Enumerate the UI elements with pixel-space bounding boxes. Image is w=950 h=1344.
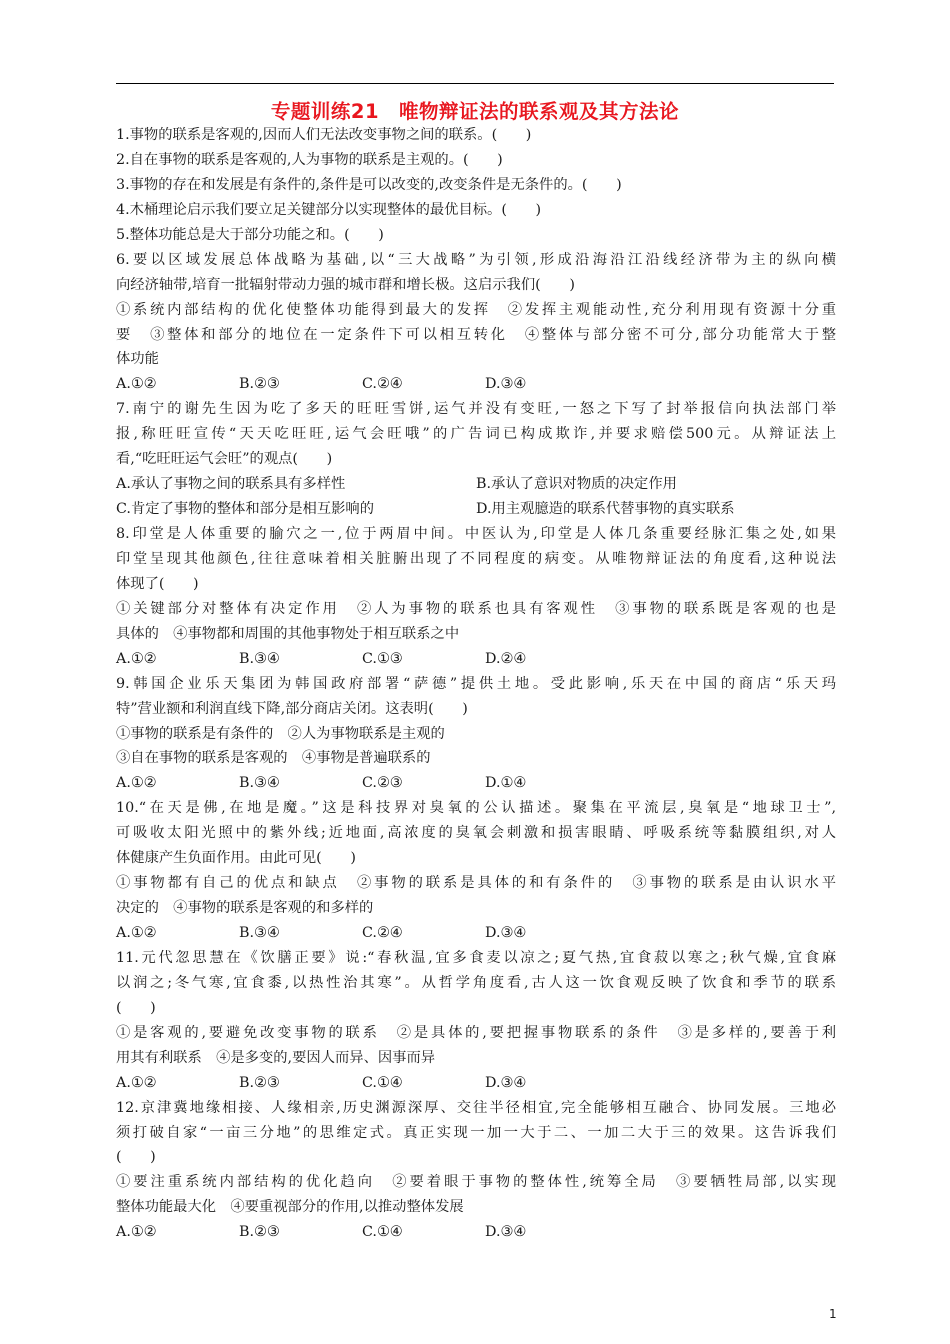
question-8-options <box>116 647 836 672</box>
question-list <box>116 123 836 1245</box>
question-7-stem: 看,“吃旺旺运气会旺”的观点( ) <box>116 451 333 468</box>
option-c: C.②④ <box>362 376 403 393</box>
question-11-options <box>116 1071 836 1096</box>
question-8-stem: 印堂呈现其他颜色,往往意味着相关脏腑出现了不同程度的病变。从唯物辩证法的角度看,这种说法 <box>116 550 836 567</box>
option-d: D.③④ <box>485 925 527 941</box>
question-6-statements: 要 ③整体和部分的地位在一定条件下可以相互转化 ④整体与部分密不可分,部分功能常大于整 <box>116 326 836 343</box>
question-12-stem: 须打破自家“一亩三分地”的思维定式。真正实现一加一大于二、一加二大于三的效果。这告诉我们 <box>116 1124 836 1141</box>
question-6-options <box>116 372 836 397</box>
question-9-stem: 特”营业额和利润直线下降,部分商店关闭。这表明( ) <box>116 700 468 717</box>
option-c: C.②③ <box>362 775 403 792</box>
question-10-statements: ①事物都有自己的优点和缺点 ②事物的联系是具体的和有条件的 ③事物的联系是由认识水平 <box>116 875 836 892</box>
question-3: 3.事物的存在和发展是有条件的,条件是可以改变的,改变条件是无条件的。( ) <box>116 176 622 193</box>
question-4: 4.木桶理论启示我们要立足关键部分以实现整体的最优目标。( ) <box>116 201 542 218</box>
question-6-stem: 向经济轴带,培育一批辐射带动力强的城市群和增长极。这启示我们( ) <box>116 276 575 293</box>
question-11-stem: 以润之;冬气寒,宜食黍,以热性治其寒”。从哲学角度看,古人这一饮食观反映了饮食和季节的联系 <box>116 974 836 991</box>
question-9-stem: 9.韩国企业乐天集团为韩国政府部署“萨德”提供土地。受此影响,乐天在中国的商店“乐天玛 <box>116 675 836 692</box>
option-b: B.②③ <box>239 376 280 393</box>
question-12-statements: 整体功能最大化 ④要重视部分的作用,以推动整体发展 <box>116 1199 464 1216</box>
page-title: 专题训练21 唯物辩证法的联系观及其方法论 <box>270 100 680 123</box>
question-10-options <box>116 921 836 946</box>
option-c: C.②④ <box>362 925 403 941</box>
question-11-statements: 用其有利联系 ④是多变的,要因人而异、因事而异 <box>116 1049 436 1066</box>
question-5: 5.整体功能总是大于部分功能之和。( ) <box>116 226 384 243</box>
option-a: A.承认了事物之间的联系具有多样性 <box>116 476 346 493</box>
question-8-statements: 具体的 ④事物都和周围的其他事物处于相互联系之中 <box>116 625 460 642</box>
header-rule <box>116 83 834 84</box>
question-11-stem: 11.元代忽思慧在《饮膳正要》说:“春秋温,宜多食麦以凉之;夏气热,宜食菽以寒之;秋气燥,宜食麻 <box>116 949 836 966</box>
question-9-statements: ③自在事物的联系是客观的 ④事物是普遍联系的 <box>116 750 431 767</box>
question-8-statements: ①关键部分对整体有决定作用 ②人为事物的联系也具有客观性 ③事物的联系既是客观的也是 <box>116 600 836 617</box>
question-11-statements: ①是客观的,要避免改变事物的联系 ②是具体的,要把握事物联系的条件 ③是多样的,要善于利 <box>116 1024 836 1041</box>
option-a: A.①② <box>116 650 157 667</box>
option-b: B.③④ <box>239 775 280 792</box>
page-number: 1 <box>829 1307 837 1321</box>
question-2: 2.自在事物的联系是客观的,人为事物的联系是主观的。( ) <box>116 151 503 168</box>
question-7-options <box>116 472 836 497</box>
question-6-statements: ①系统内部结构的优化使整体功能得到最大的发挥 ②发挥主观能动性,充分利用现有资源十分重 <box>116 301 836 318</box>
question-7-stem: 报,称旺旺宣传“天天吃旺旺,运气会旺哦”的广告词已构成欺诈,并要求赔偿500元。从辩证法上 <box>116 426 836 443</box>
option-d: D.①④ <box>485 775 527 792</box>
option-a: A.①② <box>116 1074 157 1091</box>
option-c: C.肯定了事物的整体和部分是相互影响的 <box>116 501 375 518</box>
option-a: A.①② <box>116 925 157 941</box>
question-7-stem: 7.南宁的谢先生因为吃了多天的旺旺雪饼,运气并没有变旺,一怒之下写了封举报信向执法部门举 <box>116 401 836 418</box>
option-b: B.②③ <box>239 1224 280 1241</box>
option-a: A.①② <box>116 1224 157 1241</box>
question-6-statements: 体功能 <box>116 351 159 368</box>
option-b: B.③④ <box>239 925 280 941</box>
option-d: D.②④ <box>485 650 527 667</box>
option-c: C.①④ <box>362 1074 403 1091</box>
option-b: B.②③ <box>239 1074 280 1091</box>
option-b: B.③④ <box>239 650 280 667</box>
question-12-statements: ①要注重系统内部结构的优化趋向 ②要着眼于事物的整体性,统筹全局 ③要牺牲局部,以实现 <box>116 1174 836 1191</box>
question-10-stem: 10.“在天是佛,在地是魔。”这是科技界对臭氧的公认描述。聚集在平流层,臭氧是“地球卫士”, <box>116 800 836 817</box>
question-10-statements: 决定的 ④事物的联系是客观的和多样的 <box>116 900 374 917</box>
question-12-stem: ( ) <box>116 1149 156 1166</box>
question-8-stem: 体现了( ) <box>116 575 199 592</box>
question-12-options <box>116 1220 836 1245</box>
option-b: B.承认了意识对物质的决定作用 <box>476 476 677 493</box>
option-c: C.①④ <box>362 1224 403 1241</box>
option-a: A.①② <box>116 775 157 792</box>
option-d: D.③④ <box>485 1074 527 1091</box>
question-9-statements: ①事物的联系是有条件的 ②人为事物联系是主观的 <box>116 725 445 742</box>
question-1: 1.事物的联系是客观的,因而人们无法改变事物之间的联系。( ) <box>116 127 532 143</box>
option-d: D.③④ <box>485 1224 527 1241</box>
question-6-stem: 6.要以区域发展总体战略为基础,以“三大战略”为引领,形成沿海沿江沿线经济带为主的纵向横 <box>116 251 836 268</box>
question-9-options <box>116 771 836 796</box>
question-8-stem: 8.印堂是人体重要的腧穴之一,位于两眉中间。中医认为,印堂是人体几条重要经脉汇集之处,如果 <box>116 526 836 542</box>
question-10-stem: 体健康产生负面作用。由此可见( ) <box>116 850 356 867</box>
option-c: C.①③ <box>362 650 403 667</box>
option-d: D.用主观臆造的联系代替事物的真实联系 <box>476 501 735 518</box>
question-12-stem: 12.京津冀地缘相接、人缘相亲,历史渊源深厚、交往半径相宜,完全能够相互融合、协同发展。三地必 <box>116 1099 836 1116</box>
option-d: D.③④ <box>485 376 527 393</box>
question-7-options <box>116 497 836 522</box>
question-10-stem: 可吸收太阳光照中的紫外线;近地面,高浓度的臭氧会刺激和损害眼睛、呼吸系统等黏膜组织,对人 <box>116 825 836 842</box>
question-11-stem: ( ) <box>116 999 156 1016</box>
option-a: A.①② <box>116 376 157 393</box>
